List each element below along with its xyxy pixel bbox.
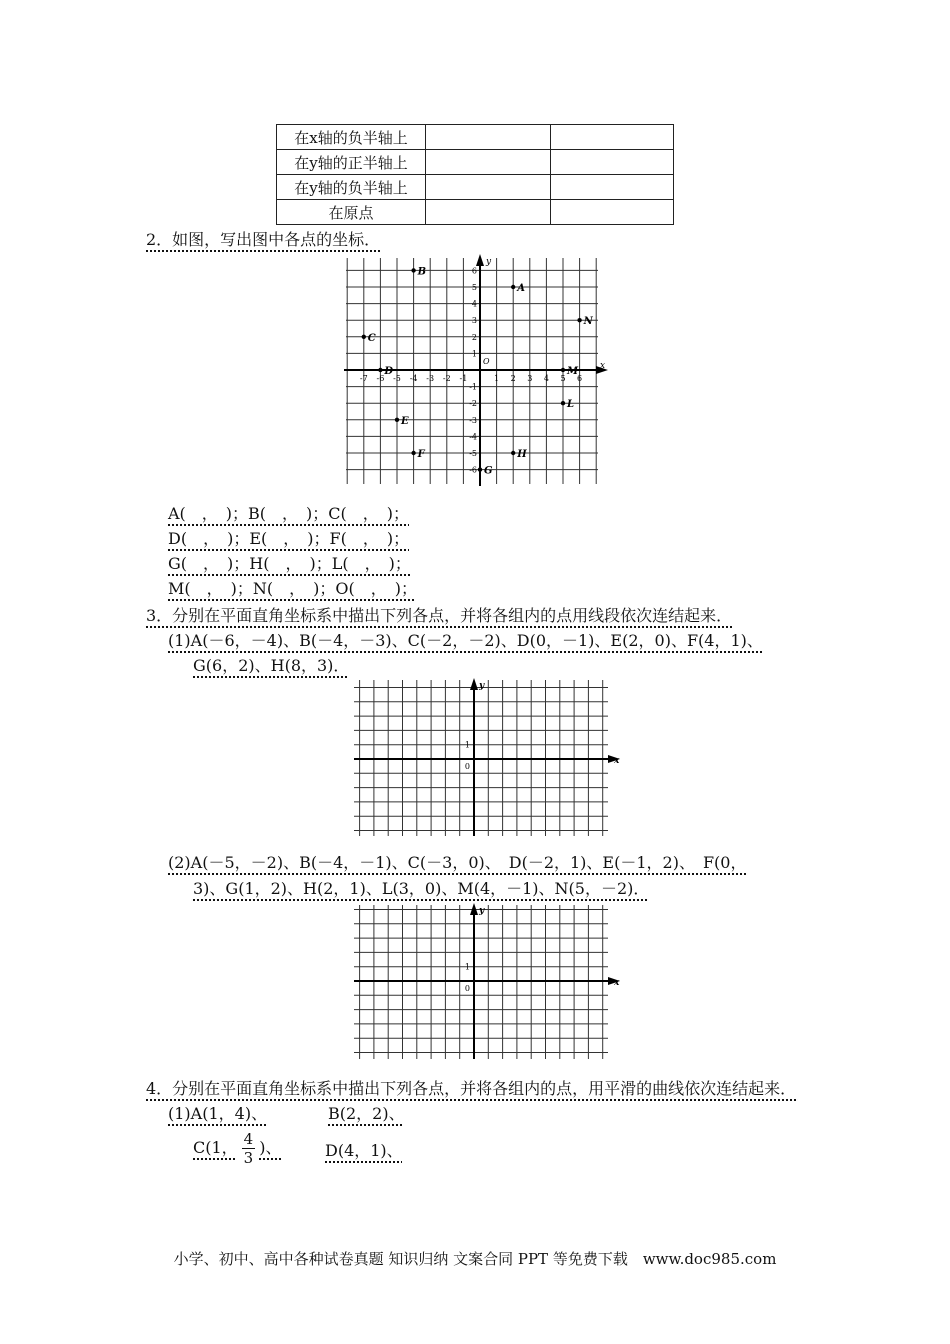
y-axis-label: y — [486, 257, 492, 267]
q2-coordinate-graph — [340, 252, 610, 488]
table-row — [277, 175, 674, 200]
q2-answer-line: A( ， )；B( ， )；C( ， )； — [168, 504, 410, 523]
x-axis-label: x — [614, 756, 620, 766]
q4-point-c-suffix: )、 — [259, 1138, 282, 1157]
table-cell — [426, 200, 551, 225]
table-row — [277, 150, 674, 175]
fraction-numerator: 4 — [243, 1130, 254, 1148]
zero-label: 0 — [464, 984, 470, 993]
unit-label: 1 — [464, 962, 470, 972]
fraction — [242, 1130, 256, 1167]
x-tick-label: 4 — [543, 374, 549, 383]
x-tick-label: -1 — [459, 374, 468, 383]
y-tick-label: -2 — [469, 399, 477, 409]
y-axis-arrow — [476, 254, 484, 266]
x-tick-label: -5 — [393, 374, 401, 383]
x-tick-label: -2 — [442, 374, 451, 383]
point-label: A — [517, 283, 525, 294]
fraction-denominator: 3 — [243, 1149, 254, 1167]
table-cell — [551, 125, 674, 150]
q4-prompt: 4．分别在平面直角坐标系中描出下列各点，并将各组内的点，用平滑的曲线依次连结起来． — [146, 1079, 797, 1098]
x-tick-label: 1 — [494, 374, 500, 383]
y-tick-label: 2 — [471, 332, 477, 342]
x-tick-label: -6 — [376, 374, 385, 383]
point-l — [561, 401, 565, 405]
y-tick-label: -1 — [469, 382, 477, 392]
point-label: M — [567, 366, 579, 377]
point-n — [577, 318, 581, 322]
point-c — [362, 335, 366, 339]
q4-point-c — [193, 1130, 281, 1167]
point-label: F — [417, 449, 425, 460]
y-axis-arrow — [470, 678, 478, 690]
q2-answer-line: D( ， )；E( ， )；F( ， )； — [168, 529, 410, 548]
y-tick-label: 1 — [471, 349, 477, 359]
zero-label: 0 — [464, 762, 470, 771]
q2-answer-line: M( ， )；N( ， )；O( ， )； — [168, 579, 417, 598]
y-tick-label: -3 — [469, 415, 477, 425]
y-tick-label: -5 — [469, 449, 477, 458]
y-tick-label: -4 — [469, 432, 477, 442]
x-tick-label: 5 — [560, 374, 566, 383]
q4-point-d: D(4，1)、 — [325, 1141, 403, 1160]
point-b — [411, 268, 415, 272]
table-cell-label: 在x轴的负半轴上 — [277, 125, 426, 150]
y-axis-label: y — [479, 681, 485, 691]
q3-grid-1 — [352, 676, 622, 838]
q3-prompt: 3．分别在平面直角坐标系中描出下列各点，并将各组内的点用线段依次连结起来． — [146, 606, 733, 625]
table-cell — [551, 200, 674, 225]
y-tick-label: 4 — [471, 299, 477, 309]
y-tick-label: 3 — [471, 316, 477, 326]
q3-part1-line1: (1)A(－6，－4)、B(－4，－3)、C(－2，－2)、D(0，－1)、E(2，0)、F(4，1)、 — [168, 631, 763, 650]
point-label: H — [517, 449, 527, 460]
x-tick-label: 2 — [510, 374, 516, 383]
x-axis-label: x — [600, 361, 606, 371]
point-label: C — [367, 332, 376, 344]
point-f — [411, 451, 415, 455]
x-tick-label: -7 — [359, 374, 368, 383]
q2-prompt: 2．如图，写出图中各点的坐标． — [146, 230, 381, 249]
table-cell — [426, 175, 551, 200]
origin-label: O — [483, 357, 490, 366]
y-axis-label: y — [479, 906, 485, 916]
table-cell-label: 在y轴的负半轴上 — [277, 175, 426, 200]
table-cell-label: 在y轴的正半轴上 — [277, 150, 426, 175]
x-tick-label: 6 — [577, 374, 583, 383]
x-tick-label: 3 — [527, 374, 533, 383]
table-cell — [551, 150, 674, 175]
y-tick-label: -6 — [469, 465, 477, 475]
q3-part1-line2: G(6，2)、H(8，3)． — [193, 656, 350, 675]
point-d — [378, 368, 382, 372]
point-a — [511, 285, 515, 289]
q3-grid-2 — [352, 901, 622, 1061]
q4-point-c-prefix: C(1， — [193, 1138, 238, 1157]
table-cell-label: 在原点 — [277, 200, 426, 225]
q3-part2-line1: (2)A(－5，－2)、B(－4，－1)、C(－3，0)、 D(－2，1)、E(－1，2)、 F(0， — [168, 853, 747, 872]
point-label: E — [401, 415, 409, 427]
point-label: D — [384, 366, 394, 377]
q4-point-b: B(2，2)、 — [328, 1104, 405, 1123]
table-row — [277, 200, 674, 225]
x-tick-label: -3 — [426, 374, 435, 383]
table-cell — [426, 150, 551, 175]
point-e — [395, 418, 399, 422]
point-label: G — [484, 465, 493, 477]
footer-text: 小学、初中、高中各种试卷真题 知识归纳 文案合同 PPT 等免费下载 www.doc985.com — [173, 1250, 777, 1268]
q4-point-a: (1)A(1，4)、 — [168, 1104, 268, 1123]
y-tick-label: 5 — [471, 283, 477, 292]
position-table — [276, 124, 674, 225]
table-cell — [551, 175, 674, 200]
q3-part2-line2: 3)、G(1，2)、H(2，1)、L(3，0)、M(4，－1)、N(5，－2)． — [193, 879, 650, 898]
x-tick-label: -4 — [409, 374, 418, 383]
point-h — [511, 451, 515, 455]
point-label: B — [417, 266, 427, 278]
y-tick-label: 6 — [471, 266, 477, 276]
x-axis-label: x — [614, 978, 620, 988]
unit-label: 1 — [464, 740, 470, 750]
table-cell — [426, 125, 551, 150]
q2-answer-line: G( ， )；H( ， )；L( ， )； — [168, 554, 411, 573]
point-label: N — [583, 316, 593, 328]
point-label: L — [567, 399, 575, 411]
table-row — [277, 125, 674, 150]
point-g — [478, 467, 482, 471]
point-m — [561, 368, 565, 372]
